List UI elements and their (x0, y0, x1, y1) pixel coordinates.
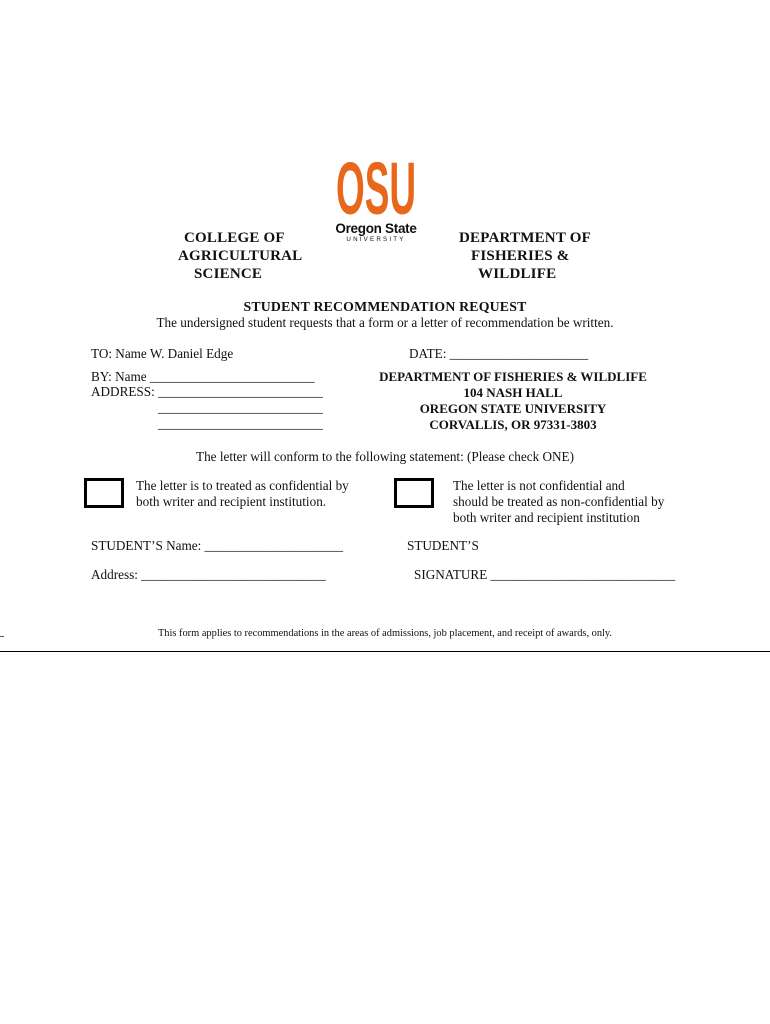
signature-field[interactable]: SIGNATURE ____________________________ (414, 567, 676, 582)
department-line1: DEPARTMENT OF (459, 230, 591, 246)
department-line3: WILDLIFE (478, 266, 557, 282)
osu-logo-text (333, 222, 419, 244)
non-confidential-checkbox[interactable] (394, 478, 434, 508)
option2-line1: The letter is not confidential and (453, 478, 625, 493)
osu-logo-mark (335, 150, 417, 220)
date-field[interactable]: DATE: _____________________ (409, 346, 589, 361)
dept-address-line3: OREGON STATE UNIVERSITY (419, 401, 607, 416)
address-line-3[interactable]: _________________________ (158, 416, 323, 431)
college-line3: SCIENCE (194, 266, 263, 282)
student-label: STUDENT’S (407, 538, 479, 553)
page-divider (0, 651, 770, 652)
option2-line2: should be treated as non-confidential by (453, 494, 665, 509)
student-name-field[interactable]: STUDENT’S Name: _____________________ (91, 538, 344, 553)
dept-address (358, 369, 668, 433)
to-field[interactable]: TO: Name W. Daniel Edge (91, 346, 234, 361)
dept-address-line2: 104 NASH HALL (463, 385, 563, 400)
margin-tick (0, 636, 4, 637)
osu-logo (335, 150, 417, 220)
confidential-checkbox[interactable] (84, 478, 124, 508)
dept-address-line4: CORVALLIS, OR 97331-3803 (429, 417, 597, 432)
dept-address-line1: DEPARTMENT OF FISHERIES & WILDLIFE (379, 369, 647, 384)
option1-line1: The letter is to treated as confidential by (136, 478, 349, 493)
option-confidential-text (136, 478, 349, 510)
option-non-confidential-text (453, 478, 664, 526)
department-line2: FISHERIES & (471, 248, 570, 264)
college-line1: COLLEGE OF (184, 230, 285, 246)
option1-line2: both writer and recipient institution. (136, 494, 327, 509)
by-name-field[interactable]: BY: Name _________________________ (91, 369, 315, 384)
address-line-2[interactable]: _________________________ (158, 400, 323, 415)
student-address-field[interactable]: Address: ____________________________ (91, 567, 326, 582)
option2-line3: both writer and recipient institution (453, 510, 640, 525)
address-label: ADDRESS: (91, 384, 155, 399)
footer-note: This form applies to recommendations in the areas of admissions, job placement, and receipt of awards, only. (157, 628, 613, 639)
logo-sub: UNIVERSITY (346, 236, 406, 243)
form-title: STUDENT RECOMMENDATION REQUEST (243, 299, 527, 314)
address-line-1[interactable]: _________________________ (158, 384, 323, 399)
form-subtitle: The undersigned student requests that a form or a letter of recommendation be written. (156, 315, 614, 330)
logo-name: Oregon State (335, 221, 417, 236)
statement-text: The letter will conform to the following statement: (Please check ONE) (196, 449, 574, 464)
college-line2: AGRICULTURAL (178, 248, 303, 264)
osu-logo-letters: OSU (336, 150, 416, 220)
